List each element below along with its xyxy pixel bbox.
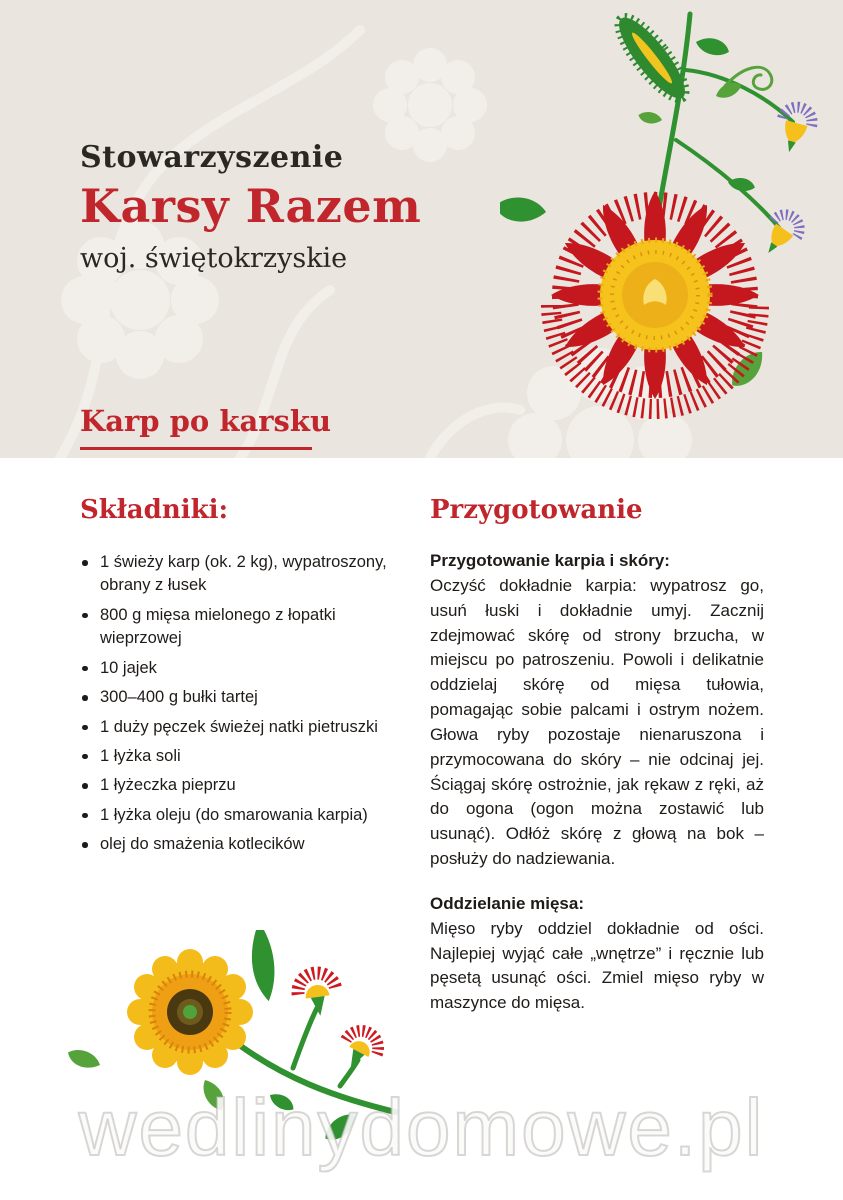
folk-flower-top-illustration	[500, 0, 843, 440]
recipe-title: Karp po karsku	[80, 404, 332, 438]
recipe-title-block	[80, 404, 331, 450]
ingredient-item: 300–400 g bułki tartej	[80, 686, 388, 709]
prep-step-title: Oddzielanie mięsa:	[430, 893, 584, 913]
ingredient-item: 1 łyżka soli	[80, 745, 388, 768]
ingredient-item: 1 łyżeczka pieprzu	[80, 774, 388, 797]
ingredient-item: 10 jajek	[80, 657, 388, 680]
org-prefix: Stowarzyszenie	[80, 140, 344, 175]
org-region: woj. świętokrzyskie	[80, 243, 348, 274]
preparation-heading: Przygotowanie	[430, 495, 643, 525]
ingredient-item: 1 duży pęczek świeżej natki pietruszki	[80, 716, 388, 739]
ingredients-section	[80, 495, 388, 863]
ingredient-item: olej do smażenia kotlecików	[80, 833, 388, 856]
prep-step-body: Mięso ryby oddziel dokładnie od ości. Najlepiej wyjąć całe „wnętrze” i ręcznie lub pęsetą usunąć ości. Zmiel mięso ryby w maszynce do mięsa.	[430, 918, 764, 1013]
ingredient-item: 1 łyżka oleju (do smarowania karpia)	[80, 804, 388, 827]
title-underline	[80, 447, 312, 450]
org-name: Karsy Razem	[80, 179, 422, 233]
prep-step-title: Przygotowanie karpia i skóry:	[430, 551, 670, 570]
ingredient-item: 1 świeży karp (ok. 2 kg), wypatroszony, obrany z łusek	[80, 551, 388, 598]
preparation-section	[430, 495, 764, 1038]
ingredients-heading: Składniki:	[80, 495, 229, 525]
org-header	[80, 140, 421, 274]
header-section	[0, 0, 843, 458]
prep-step-body: Oczyść dokładnie karpia: wypatrosz go, usuń łuski i dokładnie umyj. Zacznij zdejmować skórę od strony brzucha, w miejscu po patroszeniu. Powoli i delikatnie oddzielaj skórę od mięsa tułowia, pomagając sobie palcami i ostrym nożem. Głowa ryby pozostaje nienaruszona i przymocowana do skóry – nie odcinaj jej. Ściągaj skórę ostrożnie, jak rękaw z ręki, aż do ogona (ogon można zostawić lub usunąć). Odłóż skórę z głową na bok – posłuży do nadziewania.	[430, 576, 764, 868]
ingredient-item: 800 g mięsa mielonego z łopatki wieprzowej	[80, 604, 388, 651]
ingredients-list	[80, 551, 388, 857]
watermark-text: wedlinydomowe.pl	[78, 1083, 765, 1172]
